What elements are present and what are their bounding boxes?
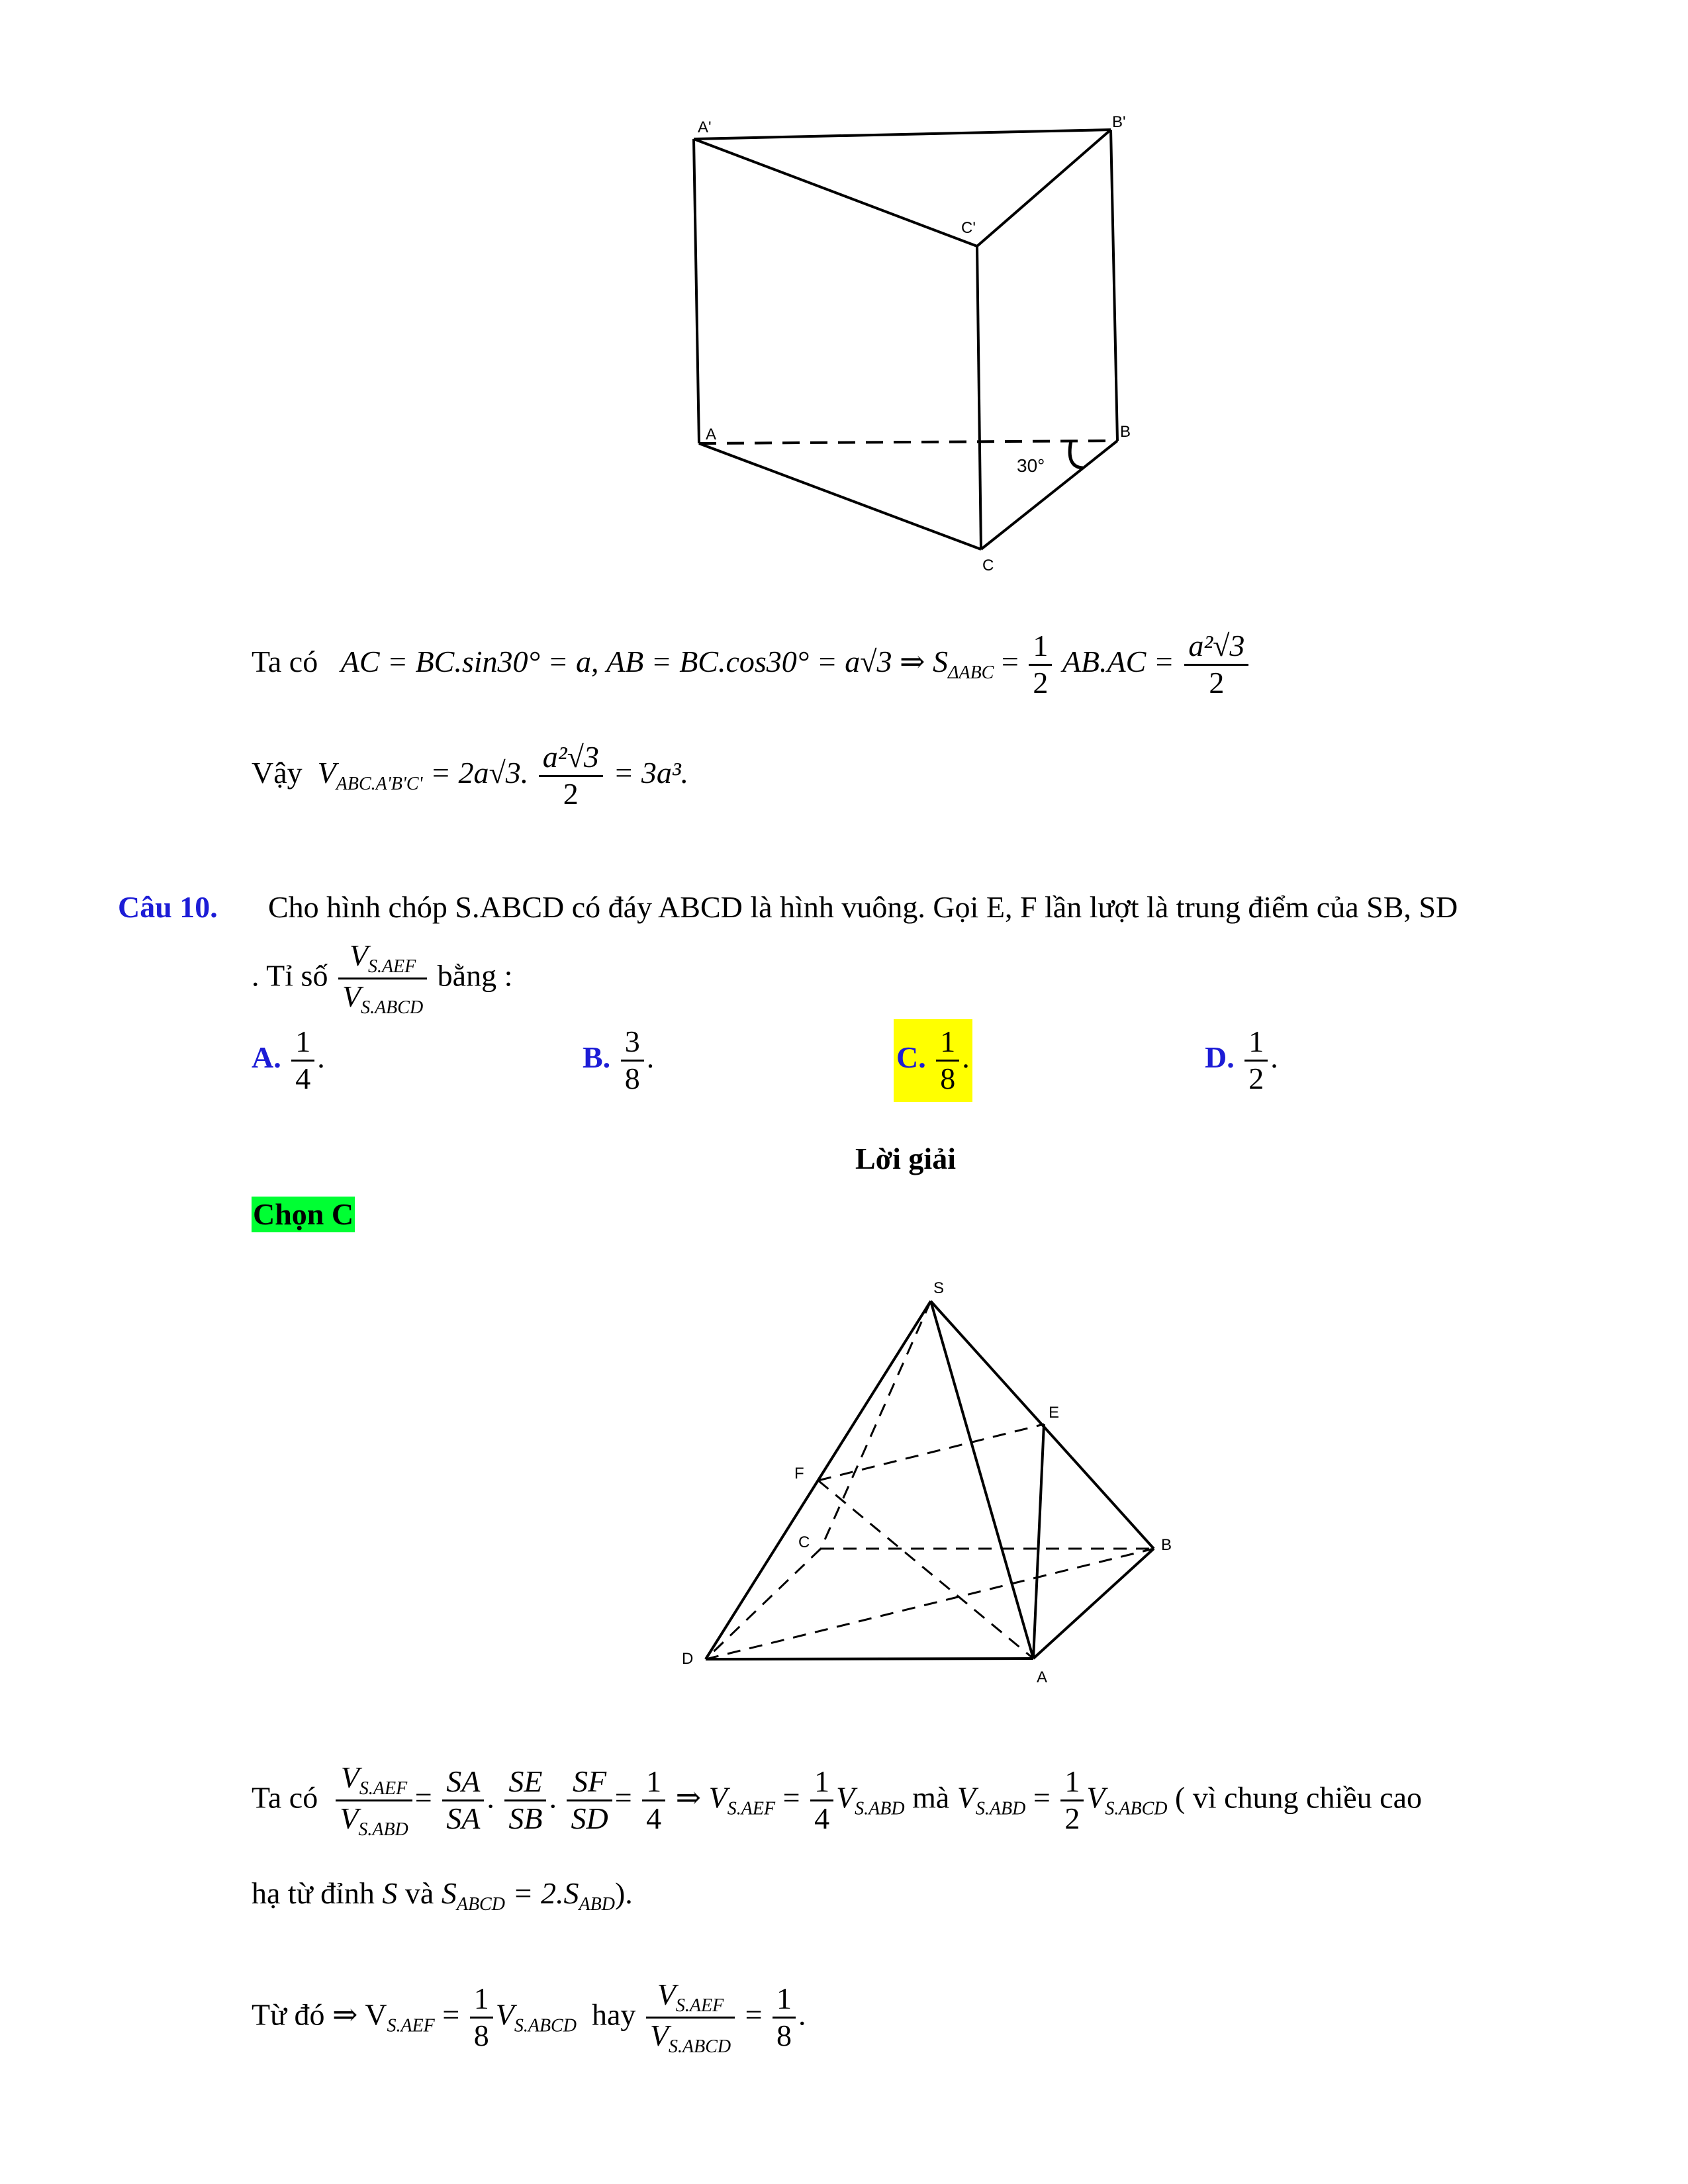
choice-d[interactable]: D. $\frac{1}{2}$ .: [1205, 1024, 1278, 1095]
sol1-ab: AB = BC.cos30° = a√3 ⇒: [606, 644, 925, 678]
sol1-v-result: = 3a³.: [613, 755, 689, 790]
question-ratio-fraction: $\frac{V_{S.AEF}}{V_{S.ABCD}}$: [338, 938, 427, 1019]
sol1-ac: AC = BC.sin30° = a,: [340, 644, 599, 678]
answer-tag: Chọn C: [253, 1197, 354, 1231]
pyramid-label-f: F: [794, 1465, 804, 1482]
question-text-line2: [252, 938, 512, 1019]
sol1-prefix: Ta có: [252, 644, 318, 678]
vertex-label-c-prime: C': [961, 219, 976, 237]
sol2-prefix: Ta có: [252, 1780, 318, 1815]
vertex-label-a-prime: A': [698, 118, 712, 136]
question-ratio-prefix: . Tỉ số: [252, 958, 328, 993]
sol1-v-sub: ABC.A'B'C': [336, 774, 423, 795]
sol2-quarter: $\frac{1}{4}$: [642, 1764, 665, 1837]
prism-figure: [662, 106, 1165, 582]
sol2-sf-ratio: $\frac{SF}{SD}$: [567, 1764, 612, 1837]
vertex-label-b: B: [1120, 423, 1131, 441]
question-text-line1: Cho hình chóp S.ABCD có đáy ABCD là hình vuông. Gọi E, F lần lượt là trung điểm của SB, SD: [268, 890, 1458, 924]
sol2-eighth: $\frac{1}{8}$: [470, 1981, 493, 2054]
sol2-se-ratio: $\frac{SE}{SB}$: [504, 1764, 546, 1837]
sol1-v-fraction: $\frac{\text{a²√3}}{2}$: [539, 740, 603, 812]
question-ratio-suffix: bằng :: [437, 958, 513, 993]
sol2-half: $\frac{1}{2}$: [1060, 1764, 1084, 1837]
sol2-final-eighth: $\frac{1}{8}$: [773, 1981, 796, 2054]
sol1-v: V: [317, 755, 336, 790]
sol2-final-ratio: $\frac{V_{S.AEF}}{V_{S.ABCD}}$: [646, 1978, 735, 2058]
angle-label: 30°: [1017, 455, 1045, 476]
choice-a[interactable]: A. $\frac{1}{4}$ .: [252, 1024, 325, 1095]
vertex-label-b-prime: B': [1112, 113, 1126, 131]
solution-title: Lời giải: [855, 1142, 956, 1175]
sol1-half-fraction: $\frac{1}{2}$: [1029, 629, 1052, 701]
solution2-line1: Ta có $\frac{V_{S.AEF}}{V_{S.ABD}}$ = $\frac{SA}{SA}$ . $\frac{SE}{SB}$ . $\frac{SF}{SD}$ = $\frac{1}{4}$ ⇒ $V_{S.AEF}$ = $\frac{1}{4}$ $V_{S.ABD}$ mà $V_{S.ABD}$ = $\frac{1}{2}$ $V_{S.ABCD}$ ( vì chung chiều cao: [252, 1760, 1422, 1841]
choice-c[interactable]: C. $\frac{1}{8}$ .: [894, 1019, 972, 1102]
sol1-eq: =: [1001, 644, 1019, 678]
question-label: Câu 10.: [118, 890, 218, 924]
sol1-s-sub: ΔABC: [948, 662, 994, 684]
solution2-line3: Từ đó ⇒ $V_{S.AEF}$ = $\frac{1}{8}$ $V_{S.ABCD}$ hay $\frac{V_{S.AEF}}{V_{S.ABCD}}$ = $\frac{1}{8}$ .: [252, 1978, 806, 2058]
solution2-line2: hạ từ đỉnh S và $S_{ABCD} = 2.S_{ABD}$).: [252, 1876, 633, 1915]
choice-b[interactable]: B. $\frac{3}{8}$ .: [583, 1024, 655, 1095]
pyramid-label-s: S: [933, 1279, 945, 1297]
vertex-label-c: C: [982, 557, 994, 574]
sol1-abac: AB.AC =: [1062, 644, 1174, 678]
sol2-quarter2: $\frac{1}{4}$: [810, 1764, 833, 1837]
pyramid-label-d: D: [682, 1650, 694, 1668]
sol1-vay: Vậy: [252, 755, 303, 790]
pyramid-label-c: C: [798, 1533, 810, 1551]
solution1-line1: [252, 629, 1251, 701]
sol1-v-eq: = 2a√3.: [430, 755, 529, 790]
solution1-line2: [252, 740, 688, 812]
sol1-result-fraction: $\frac{\text{a²√3}}{2}$: [1184, 629, 1248, 701]
pyramid-figure: [669, 1264, 1198, 1701]
pyramid-label-b: B: [1161, 1536, 1172, 1554]
vertex-label-a: A: [706, 426, 717, 443]
pyramid-label-e: E: [1049, 1404, 1060, 1422]
sol1-s: S: [933, 644, 949, 678]
pyramid-label-a: A: [1037, 1668, 1048, 1686]
sol2-sa-ratio: $\frac{SA}{SA}$: [442, 1764, 484, 1837]
sol2-volume-ratio: $\frac{V_{S.AEF}}{V_{S.ABD}}$: [336, 1760, 412, 1841]
